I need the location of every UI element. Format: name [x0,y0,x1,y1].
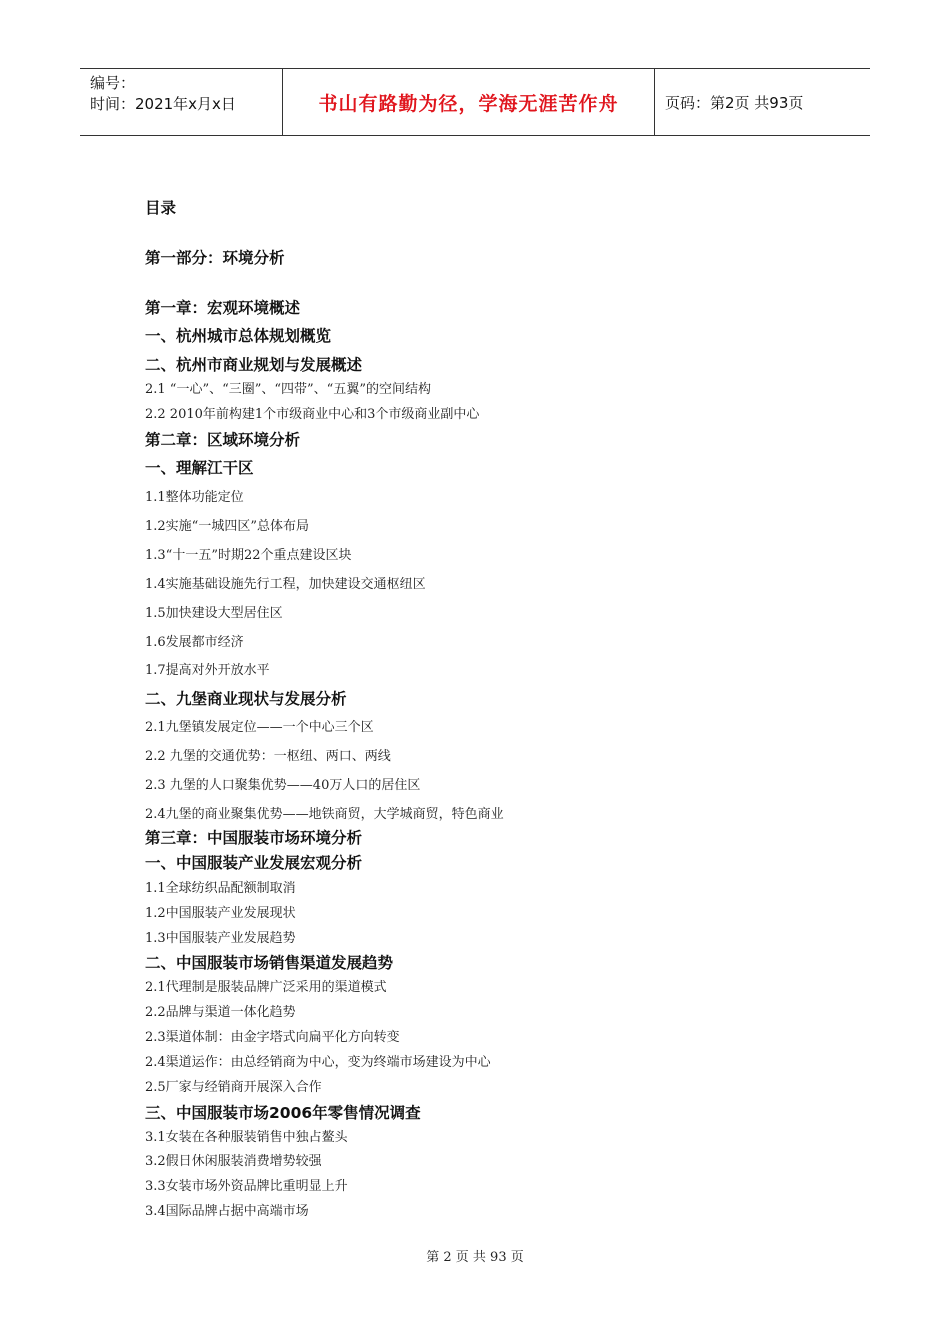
header-page-info: 页码：第2页 共93页 [665,93,804,112]
toc-entry: 1.1全球纺织品配额制取消 [145,881,296,896]
toc-heading: 第三章：中国服装市场环境分析 [145,829,363,847]
toc-heading: 一、杭州城市总体规划概览 [145,327,332,345]
toc-entry: 2.1九堡镇发展定位——一个中心三个区 [145,720,374,735]
toc-heading: 第一章：宏观环境概述 [145,299,301,317]
toc-entry: 2.4渠道运作：由总经销商为中心，变为终端市场建设为中心 [145,1055,491,1070]
toc-entry: 2.5厂家与经销商开展深入合作 [145,1080,322,1095]
toc-entry: 1.6发展都市经济 [145,635,244,650]
toc-heading: 第二章：区域环境分析 [145,431,301,449]
toc-heading: 二、杭州市商业规划与发展概述 [145,356,363,374]
toc-entry: 3.3女装市场外资品牌比重明显上升 [145,1179,348,1194]
toc-entry: 3.1女装在各种服装销售中独占鳌头 [145,1130,348,1145]
header-meta [80,69,282,135]
toc-entry: 1.4实施基础设施先行工程，加快建设交通枢纽区 [145,577,426,592]
toc-entry: 2.4九堡的商业聚集优势——地铁商贸，大学城商贸，特色商业 [145,807,504,822]
toc-entry: 2.2品牌与渠道一体化趋势 [145,1005,296,1020]
toc-entry: 2.2 2010年前构建1个市级商业中心和3个市级商业副中心 [145,407,480,422]
toc-title: 目录 [145,199,177,217]
header-motto: 书山有路勤为径，学海无涯苦作舟 [282,69,655,135]
toc-entry: 2.3渠道体制：由金字塔式向扁平化方向转变 [145,1030,400,1045]
toc-entry: 2.2 九堡的交通优势：一枢纽、两口、两线 [145,749,391,764]
toc-entry: 1.3“十一五”时期22个重点建设区块 [145,548,352,563]
toc-entry: 1.3中国服装产业发展趋势 [145,931,296,946]
toc-heading: 第一部分：环境分析 [145,249,285,267]
toc-entry: 1.2中国服装产业发展现状 [145,906,296,921]
page-header [80,68,870,136]
toc-entry: 1.1整体功能定位 [145,490,244,505]
page-footer: 第 2 页 共 93 页 [426,1250,524,1265]
toc-heading: 三、中国服装市场2006年零售情况调查 [145,1104,421,1122]
toc-entry: 1.7提高对外开放水平 [145,663,270,678]
time-label: 时间：2021年x月x日 [90,95,236,113]
toc-heading: 一、理解江干区 [145,459,254,477]
toc-entry: 2.3 九堡的人口聚集优势——40万人口的居住区 [145,778,421,793]
number-label: 编号： [90,74,136,92]
toc-heading: 二、中国服装市场销售渠道发展趋势 [145,954,394,972]
toc-entry: 2.1代理制是服装品牌广泛采用的渠道模式 [145,980,387,995]
toc-entry: 1.2实施“一城四区”总体布局 [145,519,309,534]
toc-heading: 二、九堡商业现状与发展分析 [145,690,347,708]
toc-entry: 3.4国际品牌占据中高端市场 [145,1204,309,1219]
toc-entry: 3.2假日休闲服装消费增势较强 [145,1154,322,1169]
toc-entry: 2.1 “一心”、“三圈”、“四带”、“五翼”的空间结构 [145,382,431,397]
toc-entry: 1.5加快建设大型居住区 [145,606,283,621]
toc-heading: 一、中国服装产业发展宏观分析 [145,854,363,872]
